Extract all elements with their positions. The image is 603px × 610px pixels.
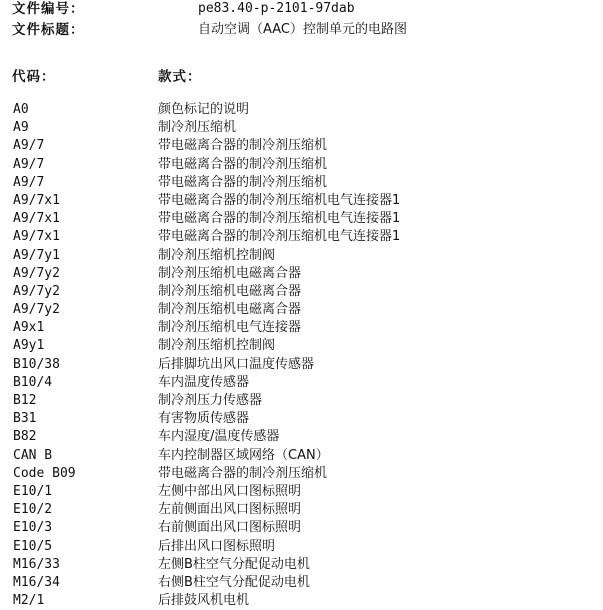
component-description: 制冷剂压缩机控制阀 — [158, 247, 276, 263]
component-code: A9/7y2 — [13, 302, 60, 318]
component-code: A9/7y2 — [13, 265, 60, 281]
component-code: A9/7x1 — [13, 211, 60, 227]
component-list — [0, 101, 603, 610]
list-item — [0, 174, 603, 192]
component-code: M16/33 — [13, 556, 60, 572]
component-description: 右侧B柱空气分配促动电机 — [158, 574, 310, 590]
component-description: 车内控制器区域网络（CAN） — [158, 447, 329, 463]
list-item — [0, 356, 603, 374]
component-description: 制冷剂压缩机电磁离合器 — [158, 265, 302, 281]
component-description: 制冷剂压缩机 — [158, 120, 237, 136]
list-item — [0, 101, 603, 119]
component-code: A9 — [13, 120, 29, 136]
component-code: A9/7x1 — [13, 229, 60, 245]
component-code: A9/7x1 — [13, 192, 60, 208]
component-code: E10/5 — [13, 538, 53, 554]
component-code: A9/7y2 — [13, 283, 60, 299]
component-description: 带电磁离合器的制冷剂压缩机电气连接器1 — [158, 229, 401, 245]
component-description: 制冷剂压缩机控制阀 — [158, 338, 276, 354]
list-item — [0, 519, 603, 537]
component-code: A9/7y1 — [13, 247, 60, 263]
component-code: B10/38 — [13, 356, 60, 372]
list-item — [0, 137, 603, 155]
component-code: M16/34 — [13, 574, 60, 590]
component-description: 带电磁离合器的制冷剂压缩机电气连接器1 — [158, 192, 401, 208]
code-column-header: 代码： — [12, 69, 56, 85]
list-item — [0, 119, 603, 137]
model-column-header: 款式： — [158, 69, 202, 85]
component-description: 带电磁离合器的制冷剂压缩机 — [158, 465, 328, 481]
component-description: 制冷剂压缩机电磁离合器 — [158, 283, 302, 299]
list-item — [0, 156, 603, 174]
list-item — [0, 337, 603, 355]
component-description: 带电磁离合器的制冷剂压缩机 — [158, 174, 328, 190]
list-item — [0, 538, 603, 556]
component-description: 后排脚坑出风口温度传感器 — [158, 356, 315, 372]
component-code: M2/1 — [13, 593, 45, 609]
component-description: 后排鼓风机电机 — [158, 593, 250, 609]
doc-title-label: 文件标题： — [12, 22, 85, 38]
component-description: 带电磁离合器的制冷剂压缩机电气连接器1 — [158, 211, 401, 227]
doc-number-label: 文件编号： — [12, 1, 85, 17]
list-item — [0, 556, 603, 574]
list-item — [0, 265, 603, 283]
component-description: 制冷剂压力传感器 — [158, 393, 263, 408]
list-item — [0, 574, 603, 592]
component-code: A9/7 — [13, 156, 45, 172]
component-code: B31 — [13, 411, 37, 427]
component-description: 左侧中部出风口图标照明 — [158, 483, 302, 499]
list-item — [0, 465, 603, 483]
list-item — [0, 319, 603, 337]
list-item — [0, 483, 603, 501]
component-description: 制冷剂压缩机电磁离合器 — [158, 302, 302, 318]
component-code: B12 — [13, 393, 37, 408]
list-item — [0, 247, 603, 265]
component-code: CAN B — [13, 447, 53, 463]
component-code: E10/2 — [13, 502, 53, 518]
list-item — [0, 228, 603, 246]
doc-title-value: 自动空调（AAC）控制单元的电路图 — [198, 22, 407, 37]
component-description: 左侧B柱空气分配促动电机 — [158, 556, 310, 572]
list-item — [0, 501, 603, 519]
list-item — [0, 410, 603, 428]
component-description: 制冷剂压缩机电气连接器 — [158, 320, 302, 336]
component-code: A9y1 — [13, 338, 45, 354]
component-code: B82 — [13, 429, 37, 445]
component-code: A9x1 — [13, 320, 45, 336]
component-code: A9/7 — [13, 174, 45, 190]
component-description: 颜色标记的说明 — [158, 102, 250, 117]
list-item — [0, 301, 603, 319]
list-item — [0, 428, 603, 446]
list-item — [0, 192, 603, 210]
component-description: 左前侧面出风口图标照明 — [158, 502, 302, 518]
component-code: A9/7 — [13, 138, 45, 154]
component-code: A0 — [13, 102, 29, 117]
component-code: B10/4 — [13, 374, 53, 390]
list-item — [0, 392, 603, 410]
component-description: 带电磁离合器的制冷剂压缩机 — [158, 156, 328, 172]
list-item — [0, 447, 603, 465]
list-item — [0, 210, 603, 228]
component-description: 车内湿度/温度传感器 — [158, 429, 280, 445]
component-code: E10/1 — [13, 483, 53, 499]
component-description: 后排出风口图标照明 — [158, 538, 276, 554]
component-description: 车内温度传感器 — [158, 374, 250, 390]
component-description: 有害物质传感器 — [158, 411, 250, 427]
list-item — [0, 592, 603, 610]
component-description: 带电磁离合器的制冷剂压缩机 — [158, 138, 328, 154]
list-item — [0, 283, 603, 301]
component-description: 右前侧面出风口图标照明 — [158, 520, 302, 536]
doc-number-value: pe83.40-p-2101-97dab — [198, 1, 355, 16]
component-code: E10/3 — [13, 520, 53, 536]
list-item — [0, 374, 603, 392]
component-code: Code B09 — [13, 465, 76, 481]
